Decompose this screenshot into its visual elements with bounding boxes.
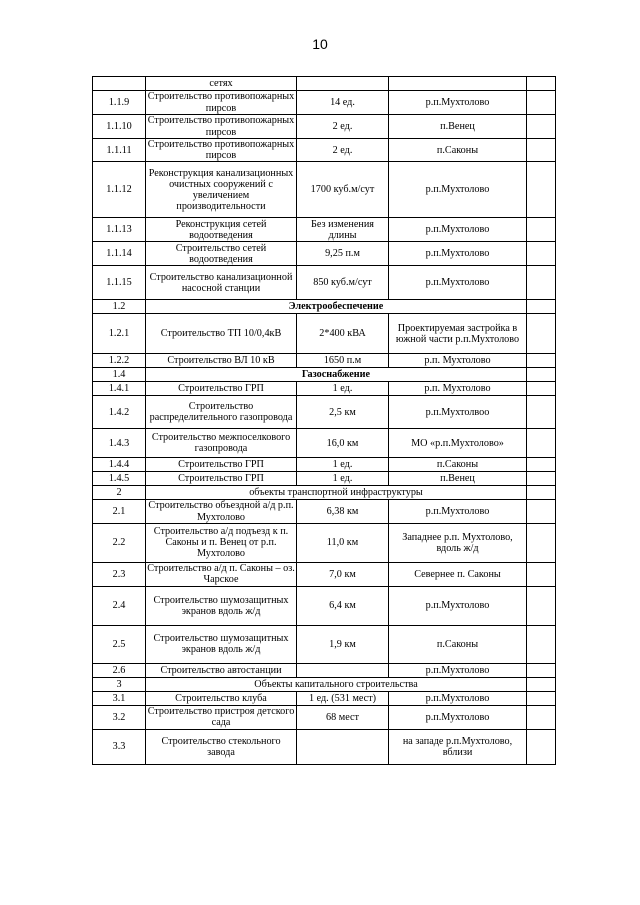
row-quantity: 1,9 км [297, 625, 389, 663]
section-row [93, 368, 556, 382]
row-extra-cell [527, 368, 556, 382]
row-quantity: 2 ед. [297, 115, 389, 139]
row-extra-cell [527, 115, 556, 139]
table-row [93, 139, 556, 162]
row-description: Строительство противопожарных пирсов [146, 115, 297, 139]
row-location: Проектируемая застройка в южной части р.п.Мухтолово [389, 314, 527, 354]
row-quantity: 16,0 км [297, 429, 389, 458]
row-extra-cell [527, 396, 556, 429]
table-row [93, 523, 556, 562]
row-location: р.п.Мухтолово [389, 586, 527, 625]
row-number: 1.1.12 [93, 162, 146, 218]
row-description: Строительство противопожарных пирсов [146, 91, 297, 115]
table-body [93, 77, 556, 765]
row-description: Строительство распределительного газопровода [146, 396, 297, 429]
row-description: Строительство ГРП [146, 472, 297, 486]
row-extra-cell [527, 562, 556, 586]
row-location: Севернее п. Саконы [389, 562, 527, 586]
row-extra-cell [527, 266, 556, 300]
row-number: 2 [93, 486, 146, 500]
row-location: Западнее р.п. Мухтолово, вдоль ж/д [389, 523, 527, 562]
row-extra-cell [527, 691, 556, 705]
table-row [93, 115, 556, 139]
row-location: р.п.Мухтолово [389, 663, 527, 677]
row-description: Строительство ТП 10/0,4кВ [146, 314, 297, 354]
table-row [93, 458, 556, 472]
row-extra-cell [527, 382, 556, 396]
row-number: 3.3 [93, 729, 146, 764]
row-number: 1.2 [93, 300, 146, 314]
row-description: Строительство стекольного завода [146, 729, 297, 764]
row-number: 1.4.3 [93, 429, 146, 458]
page-number: 10 [312, 36, 328, 52]
row-description: Реконструкция канализационных очистных сооружений с увеличением производительности [146, 162, 297, 218]
row-quantity: 1650 п.м [297, 354, 389, 368]
table-row [93, 396, 556, 429]
table-row [93, 625, 556, 663]
table-row [93, 77, 556, 91]
row-number: 1.1.9 [93, 91, 146, 115]
row-number: 3.2 [93, 705, 146, 729]
row-description: Строительство канализационной насосной станции [146, 266, 297, 300]
section-title: Объекты капитального строительства [146, 677, 527, 691]
row-quantity: 7,0 км [297, 562, 389, 586]
row-extra-cell [527, 705, 556, 729]
row-quantity: 1 ед. (531 мест) [297, 691, 389, 705]
row-quantity [297, 729, 389, 764]
row-number: 1.2.2 [93, 354, 146, 368]
row-quantity: 6,4 км [297, 586, 389, 625]
table-row [93, 354, 556, 368]
row-extra-cell [527, 586, 556, 625]
section-row [93, 300, 556, 314]
row-quantity: 6,38 км [297, 500, 389, 523]
row-extra-cell [527, 354, 556, 368]
row-description: Строительство ГРП [146, 458, 297, 472]
row-number: 1.1.13 [93, 218, 146, 242]
row-quantity [297, 663, 389, 677]
row-location: р.п. Мухтолово [389, 382, 527, 396]
table-row [93, 586, 556, 625]
row-location: п.Венец [389, 472, 527, 486]
row-description: Строительство автостанции [146, 663, 297, 677]
row-quantity: 850 куб.м/сут [297, 266, 389, 300]
row-number: 1.1.15 [93, 266, 146, 300]
table-row [93, 500, 556, 523]
row-location: р.п.Мухтолово [389, 266, 527, 300]
section-title: объекты транспортной инфраструктуры [146, 486, 527, 500]
table-row [93, 162, 556, 218]
row-location: р.п.Мухтолвоо [389, 396, 527, 429]
row-location: р.п.Мухтолово [389, 242, 527, 266]
row-description: Реконструкция сетей водоотведения [146, 218, 297, 242]
row-number: 2.3 [93, 562, 146, 586]
row-location: п.Саконы [389, 625, 527, 663]
section-row [93, 486, 556, 500]
row-description: Строительство сетей водоотведения [146, 242, 297, 266]
section-title: Газоснабжение [146, 368, 527, 382]
row-extra-cell [527, 242, 556, 266]
row-number: 1.1.14 [93, 242, 146, 266]
table-row [93, 91, 556, 115]
row-extra-cell [527, 91, 556, 115]
table-row [93, 705, 556, 729]
row-location: р.п.Мухтолово [389, 691, 527, 705]
row-location: р.п.Мухтолово [389, 162, 527, 218]
row-quantity: 9,25 п.м [297, 242, 389, 266]
row-description: Строительство шумозащитных экранов вдоль ж/д [146, 586, 297, 625]
row-quantity: 1 ед. [297, 472, 389, 486]
row-extra-cell [527, 77, 556, 91]
row-location: п.Саконы [389, 458, 527, 472]
row-location: п.Венец [389, 115, 527, 139]
row-quantity: 2*400 кВА [297, 314, 389, 354]
row-extra-cell [527, 729, 556, 764]
table-row [93, 218, 556, 242]
row-description: Строительство противопожарных пирсов [146, 139, 297, 162]
row-description: Строительство а/д п. Саконы – оз. Чарское [147, 563, 295, 586]
row-number: 1.1.11 [93, 139, 146, 162]
row-quantity: 2 ед. [297, 139, 389, 162]
row-extra-cell [527, 486, 556, 500]
row-quantity: Без изменения длины [297, 218, 389, 242]
row-number: 1.1.10 [93, 115, 146, 139]
row-number: 2.4 [93, 586, 146, 625]
row-location: МО «р.п.Мухтолово» [389, 429, 527, 458]
table-row [93, 663, 556, 677]
row-extra-cell [527, 523, 556, 562]
row-number: 2.6 [93, 663, 146, 677]
row-location: р.п. Мухтолово [389, 354, 527, 368]
row-extra-cell [527, 314, 556, 354]
row-extra-cell [527, 429, 556, 458]
row-location: р.п.Мухтолово [389, 705, 527, 729]
row-extra-cell [527, 458, 556, 472]
row-number: 3.1 [93, 691, 146, 705]
row-quantity: 1 ед. [297, 458, 389, 472]
row-quantity: 68 мест [297, 705, 389, 729]
row-description: сетях [146, 77, 297, 91]
row-extra-cell [527, 139, 556, 162]
row-extra-cell [527, 663, 556, 677]
table-row [93, 429, 556, 458]
table-row [93, 242, 556, 266]
row-extra-cell [527, 472, 556, 486]
row-extra-cell [527, 218, 556, 242]
row-quantity [297, 77, 389, 91]
row-number: 1.4.4 [93, 458, 146, 472]
row-number: 2.5 [93, 625, 146, 663]
row-number: 2.2 [93, 523, 146, 562]
row-number: 1.4.2 [93, 396, 146, 429]
table-row [93, 729, 556, 764]
row-number: 3 [93, 677, 146, 691]
table-row [93, 691, 556, 705]
row-location: р.п.Мухтолово [389, 218, 527, 242]
row-number: 1.4.1 [93, 382, 146, 396]
section-title: Электрообеспечение [146, 300, 527, 314]
row-quantity: 1700 куб.м/сут [297, 162, 389, 218]
row-number [93, 77, 146, 91]
row-description: Строительство ГРП [146, 382, 297, 396]
table-row [93, 562, 556, 586]
row-description: Строительство пристроя детского сада [146, 705, 297, 729]
table-row [93, 314, 556, 354]
table-row [93, 382, 556, 396]
row-description: Строительство объездной а/д р.п. Мухтолово [146, 500, 297, 523]
row-location: р.п.Мухтолово [389, 500, 527, 523]
row-number: 1.2.1 [93, 314, 146, 354]
row-description: Строительство а/д подъезд к п. Саконы и п. Венец от р.п. Мухтолово [146, 523, 297, 562]
infrastructure-table [92, 76, 556, 765]
row-number: 2.1 [93, 500, 146, 523]
row-extra-cell [527, 677, 556, 691]
section-row [93, 677, 556, 691]
row-description: Строительство клуба [146, 691, 297, 705]
row-number: 1.4.5 [93, 472, 146, 486]
row-description: Строительство межпоселкового газопровода [146, 429, 297, 458]
row-location: п.Саконы [389, 139, 527, 162]
row-location: р.п.Мухтолово [389, 91, 527, 115]
row-extra-cell [527, 500, 556, 523]
row-description: Строительство ВЛ 10 кВ [146, 354, 297, 368]
row-quantity: 11,0 км [297, 523, 389, 562]
row-extra-cell [527, 162, 556, 218]
row-quantity: 14 ед. [297, 91, 389, 115]
table-row [93, 472, 556, 486]
row-extra-cell [527, 300, 556, 314]
table-row [93, 266, 556, 300]
row-quantity: 2,5 км [297, 396, 389, 429]
row-number: 1.4 [93, 368, 146, 382]
row-extra-cell [527, 625, 556, 663]
row-location [389, 77, 527, 91]
row-location: на западе р.п.Мухтолово, вблизи [389, 729, 527, 764]
row-quantity: 1 ед. [297, 382, 389, 396]
row-description: Строительство шумозащитных экранов вдоль ж/д [146, 625, 297, 663]
